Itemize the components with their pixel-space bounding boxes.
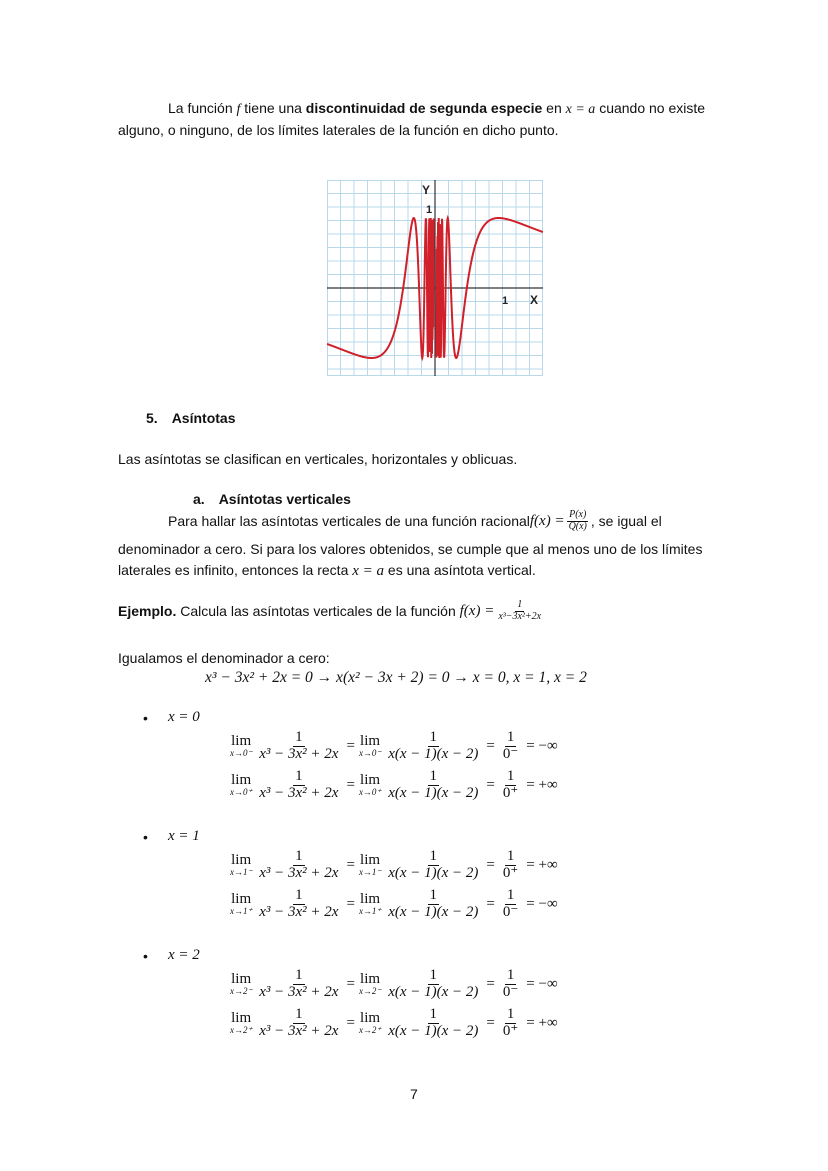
section-number: 5. — [146, 410, 158, 426]
case-label: x = 0 — [168, 709, 200, 725]
subsection-heading — [193, 491, 351, 507]
fraction: $\frac{1}{\text{x³ − 3x² + 2x}}$ — [259, 887, 339, 920]
limit-row: lim x→2⁺ $\frac{1}{\text{x³ − 3x² + 2x}}$ = lim x→2⁺ $\frac{1}{x(x - 1)(x - 2)}$ = $\frac{1}{0^+}$ = +∞ — [230, 1006, 558, 1039]
fraction: $\frac{1}{x(x - 1)(x - 2)}$ — [388, 768, 479, 801]
page-number: 7 — [410, 1086, 418, 1102]
math-fx: f(x) = — [529, 512, 565, 529]
lim-operator: lim x→1⁺ — [230, 890, 253, 916]
fraction: $\frac{1}{x(x - 1)(x - 2)}$ — [388, 887, 479, 920]
subsection-title: Asíntotas verticales — [218, 491, 351, 507]
fraction: $\frac{1}{\text{x³ − 3x² + 2x}}$ — [259, 729, 339, 762]
function-graph — [327, 180, 543, 376]
text: alguno, o ninguno, de los límites laterales de la función en dicho punto. — [118, 122, 559, 138]
bullet-icon: • — [143, 829, 148, 845]
math-eq: x = a — [565, 102, 596, 117]
fraction: $\frac{1}{\text{x³ − 3x² + 2x}}$ — [259, 768, 339, 801]
section-title: Asíntotas — [171, 410, 236, 426]
fraction: $\frac{1}{x(x - 1)(x - 2)}$ — [388, 729, 479, 762]
example-label: Ejemplo. — [118, 603, 177, 619]
text: cuando no existe — [595, 100, 706, 116]
bullet-icon: • — [143, 948, 148, 964]
limit-row: lim x→2⁻ $\frac{1}{\text{x³ − 3x² + 2x}}$ = lim x→2⁻ $\frac{1}{x(x - 1)(x - 2)}$ = $\frac{1}{0^-}$ = −∞ — [230, 967, 558, 1000]
lim-operator: lim x→1⁻ — [358, 851, 382, 877]
fraction: $\frac{1}{\text{x³ − 3x² + 2x}}$ — [259, 1006, 339, 1039]
lim-operator: lim x→0⁺ — [230, 771, 253, 797]
igualamos-text: Igualamos el denominador a cero: — [118, 650, 330, 666]
limit-result: = −∞ — [526, 975, 558, 992]
limit-row: lim x→0⁻ $\frac{1}{\text{x³ − 3x² + 2x}}$ = lim x→0⁻ $\frac{1}{x(x - 1)(x - 2)}$ = $\frac{1}{0^-}$ = −∞ — [230, 729, 558, 762]
fraction: $\frac{1}{0^-}$ — [502, 887, 519, 920]
fraction: $\frac{1}{\text{x³ − 3x² + 2x}}$ — [259, 967, 339, 1000]
fraction: $\frac{1}{0^+}$ — [502, 768, 519, 801]
text: , se igual el — [590, 513, 662, 529]
fraction: $\frac{1}{0^+}$ — [502, 848, 519, 881]
math-f: f — [236, 102, 241, 117]
limit-row: lim x→1⁻ $\frac{1}{\text{x³ − 3x² + 2x}}$ = lim x→1⁻ $\frac{1}{x(x - 1)(x - 2)}$ = $\frac{1}{0^+}$ = +∞ — [230, 848, 558, 881]
section-heading — [146, 410, 235, 426]
lim-operator: lim x→1⁻ — [230, 851, 253, 877]
lim-operator: lim x→2⁺ — [358, 1009, 382, 1035]
fraction: $\frac{1}{\text{x³ − 3x² + 2x}}$ — [259, 848, 339, 881]
x-tick-one: 1 — [502, 295, 509, 307]
example-line — [118, 600, 545, 622]
subsection-letter: a. — [193, 491, 205, 507]
lim-operator: lim x→0⁺ — [358, 771, 382, 797]
paragraph-vertical-line1 — [168, 510, 662, 532]
limit-result: = +∞ — [526, 776, 558, 793]
limit-result: = +∞ — [526, 856, 558, 873]
bold-term: discontinuidad de segunda especie — [305, 100, 543, 116]
text: Para hallar las asíntotas verticales de una función racional — [168, 513, 530, 529]
fraction: $\frac{1}{x(x - 1)(x - 2)}$ — [388, 1006, 479, 1039]
intro-text: Las asíntotas se clasifican en verticales, horizontales y oblicuas. — [118, 451, 518, 467]
fraction-pq: $\frac{P(x)}{Q(x)}$ — [568, 509, 587, 532]
lim-operator: lim x→0⁻ — [358, 732, 382, 758]
text: tiene una — [240, 100, 306, 116]
text: La función — [168, 100, 237, 116]
paragraph-vertical-line3: laterales es infinito, entonces la recta x = a es una asíntota vertical. — [118, 562, 536, 579]
lim-operator: lim x→0⁻ — [230, 732, 253, 758]
limit-result: = −∞ — [526, 895, 558, 912]
fraction: $\frac{1}{0^-}$ — [502, 729, 519, 762]
math-fx: f(x) = — [459, 602, 495, 619]
lim-operator: lim x→2⁻ — [230, 970, 253, 996]
y-tick-one: 1 — [426, 204, 433, 216]
fraction: $\frac{1}{x(x - 1)(x - 2)}$ — [388, 967, 479, 1000]
limit-result: = +∞ — [526, 1014, 558, 1031]
case-label: x = 1 — [168, 828, 200, 844]
lim-operator: lim x→2⁺ — [230, 1009, 253, 1035]
main-equation: x³ − 3x² + 2x = 0 → x(x² − 3x + 2) = 0 → x = 0, x = 1, x = 2 — [205, 669, 587, 686]
fraction: $\frac{1}{0^-}$ — [502, 967, 519, 1000]
case-label: x = 2 — [168, 947, 200, 963]
limit-row: lim x→1⁺ $\frac{1}{\text{x³ − 3x² + 2x}}$ = lim x→1⁺ $\frac{1}{x(x - 1)(x - 2)}$ = $\frac{1}{0^-}$ = −∞ — [230, 887, 558, 920]
text: Calcula las asíntotas verticales de la función — [176, 603, 460, 619]
paragraph-discontinuity — [118, 98, 718, 141]
paragraph-vertical-line2: denominador a cero. Si para los valores obtenidos, se cumple que al menos uno de los límites — [118, 541, 703, 557]
fraction: $\frac{1}{0^+}$ — [502, 1006, 519, 1039]
lim-operator: lim x→2⁻ — [358, 970, 382, 996]
fraction-example: $\frac{1}{\text{x³−3x²+2x}}$ — [498, 599, 542, 622]
limit-row: lim x→0⁺ $\frac{1}{\text{x³ − 3x² + 2x}}$ = lim x→0⁺ $\frac{1}{x(x - 1)(x - 2)}$ = $\frac{1}{0^+}$ = +∞ — [230, 768, 558, 801]
y-axis-label: Y — [422, 183, 431, 197]
fraction: $\frac{1}{x(x - 1)(x - 2)}$ — [388, 848, 479, 881]
x-axis-label: X — [530, 293, 539, 307]
lim-operator: lim x→1⁺ — [358, 890, 382, 916]
text: en — [542, 100, 566, 116]
bullet-icon: • — [143, 710, 148, 726]
limit-result: = −∞ — [526, 737, 558, 754]
